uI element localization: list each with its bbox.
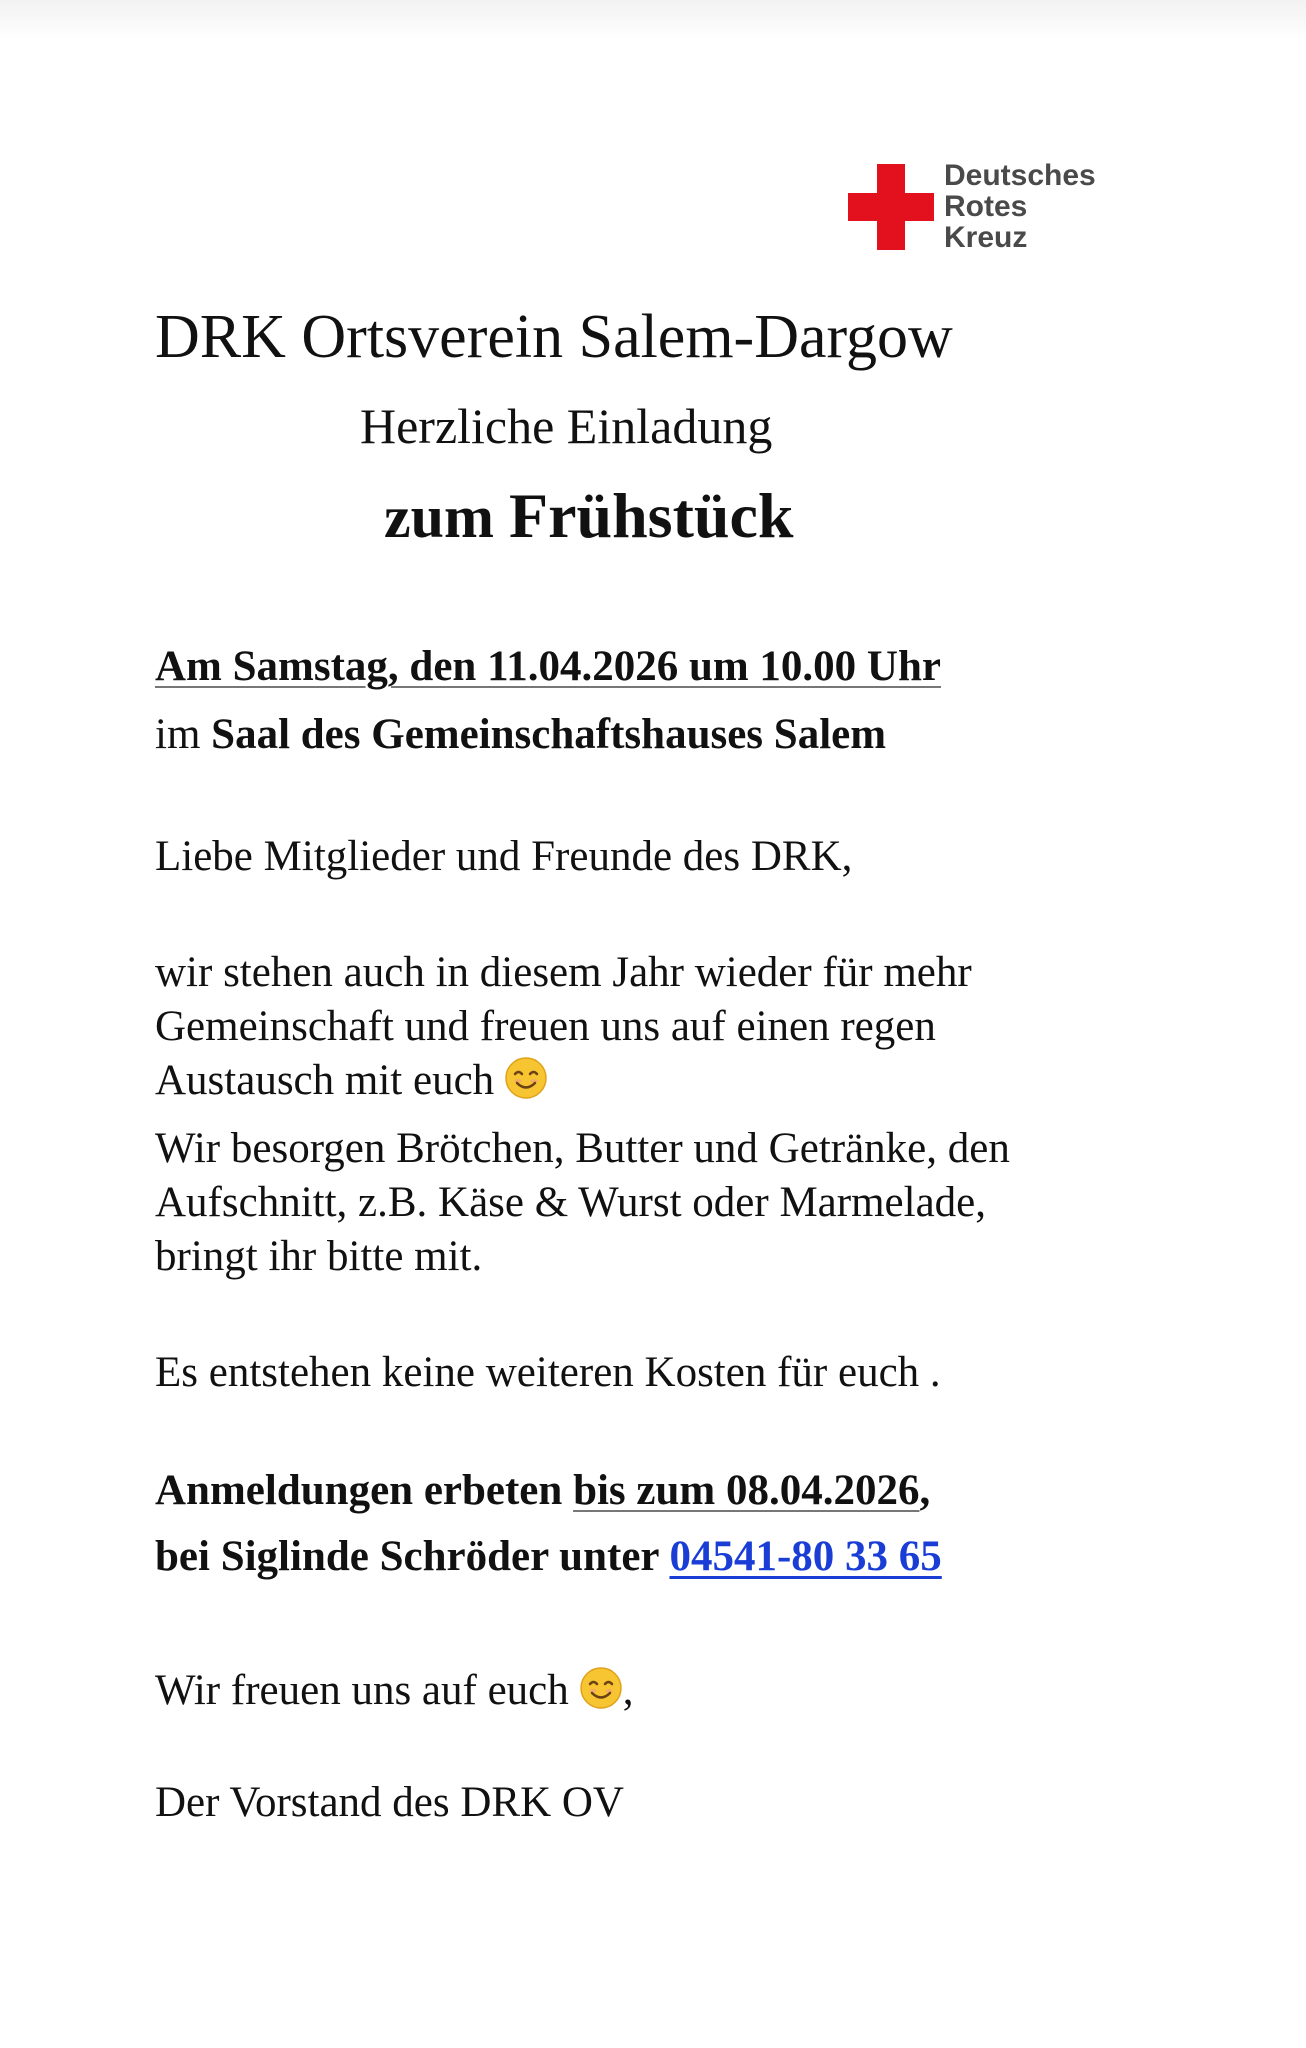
- contact-prefix: bei Siglinde Schröder unter: [155, 1533, 659, 1580]
- para2-line-2: Aufschnitt, z.B. Käse & Wurst oder Marmelade,: [155, 1179, 986, 1226]
- logo-line-1: Deutsches: [944, 159, 1096, 192]
- registration-prefix: Anmeldungen erbeten: [155, 1467, 563, 1514]
- main-heading: [384, 480, 793, 553]
- para1-line-3: [155, 1054, 548, 1108]
- closing-line: [155, 1664, 634, 1718]
- event-date: Am Samstag, den 11.04.2026 um 10.00 Uhr: [155, 643, 941, 690]
- logo-wordmark: [944, 160, 1096, 253]
- logo-line-3: Kreuz: [944, 221, 1028, 254]
- phone-link[interactable]: 04541-80 33 65: [669, 1533, 942, 1580]
- registration-comma: ,: [919, 1467, 931, 1514]
- page-title: DRK Ortsverein Salem-Dargow: [155, 303, 953, 371]
- signature: Der Vorstand des DRK OV: [155, 1779, 624, 1826]
- heading-main: Frühstück: [508, 480, 794, 551]
- para2-line-3: bringt ihr bitte mit.: [155, 1233, 483, 1280]
- costs-note: Es entstehen keine weiteren Kosten für euch .: [155, 1349, 941, 1396]
- red-cross-icon: [848, 164, 934, 250]
- contact-line: [155, 1530, 942, 1584]
- closing-text: Wir freuen uns auf euch: [155, 1667, 569, 1714]
- location-name: Saal des Gemeinschaftshauses Salem: [211, 711, 887, 758]
- para2-line-1: Wir besorgen Brötchen, Butter und Getränke, den: [155, 1125, 1010, 1172]
- greeting: Liebe Mitglieder und Freunde des DRK,: [155, 833, 853, 880]
- smiley-icon: [579, 1666, 623, 1710]
- para1-line-2: Gemeinschaft und freuen uns auf einen regen: [155, 1003, 936, 1050]
- subtitle: Herzliche Einladung: [360, 398, 773, 454]
- drk-logo: [848, 160, 1108, 256]
- para1-line-1: wir stehen auch in diesem Jahr wieder für mehr: [155, 949, 972, 996]
- top-shade: [0, 0, 1306, 40]
- heading-prefix: zum: [384, 484, 494, 550]
- registration-deadline: bis zum 08.04.2026: [573, 1467, 920, 1514]
- closing-comma: ,: [622, 1667, 634, 1714]
- location-prefix: im: [155, 711, 201, 758]
- smiley-icon: [504, 1056, 548, 1100]
- para1-line-3-text: Austausch mit euch: [155, 1057, 495, 1104]
- logo-line-2: Rotes: [944, 190, 1028, 223]
- event-location: [155, 708, 886, 762]
- registration-line: [155, 1464, 930, 1518]
